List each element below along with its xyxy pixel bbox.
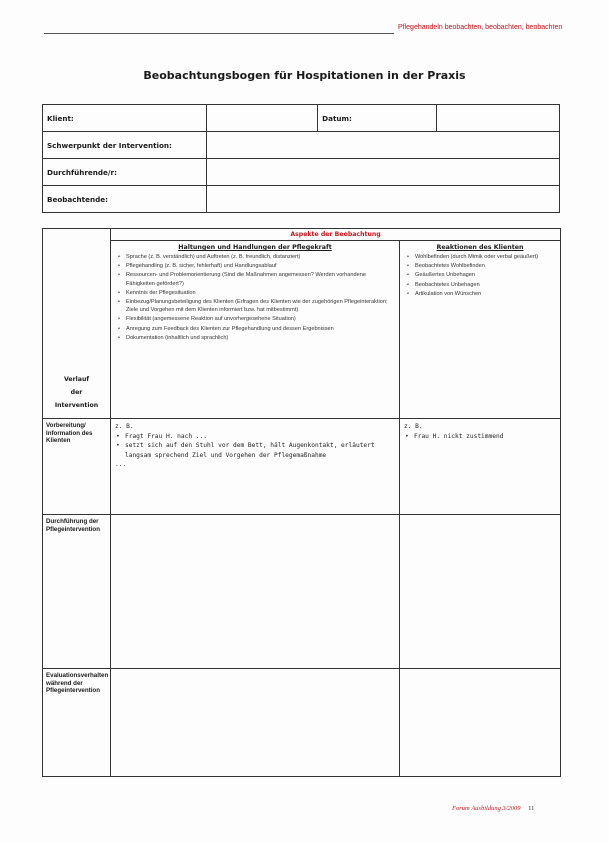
aspects-heading: Aspekte der Beobachtung [111,229,561,241]
list-item: • Wohlbefinden (durch Mimik oder verbal geäußert) [404,253,556,261]
footer-journal: Forum Ausbildung 3/2009 [452,805,521,812]
client-note: • Frau H. nickt zustimmend [404,432,556,442]
list-item: • Artikulation von Wünschen [404,290,556,298]
verlauf-word-3: Intervention [54,402,99,409]
client-notes-evaluation[interactable] [400,669,561,777]
list-item: • Sprache (z. B. verständlich) und Auftreten (z. B. freundlich, distanziert) [115,253,395,261]
date-field[interactable] [436,105,559,132]
nurse-notes-evaluation[interactable] [111,669,400,777]
nurse-note: • setzt sich auf den Stuhl vor dem Bett, hält Augenkontakt, erläutert langsam sprechend Ziel und Vorgehen der Pflegemaßnahme [115,441,395,460]
page-footer [452,805,534,812]
client-aspects-list [400,253,560,298]
nurse-aspects-list [111,253,399,342]
row-label-preparation: Vorbereitung/ Information des Klienten [43,419,111,515]
list-item: • Beobachtetes Unbehagen [404,281,556,289]
client-heading: Reaktionen des Klienten [436,244,524,251]
nurse-notes-prefix: z. B. [115,423,134,430]
row-label-evaluation: Evaluationsverhalten während der Pflegeintervention [43,669,111,777]
form-title: Beobachtungsbogen für Hospitationen in der Praxis [143,69,466,82]
list-item: • Ressourcen- und Problemorientierung (Sind die Maßnahmen angemessen? Werden vorhandene Fähigkeiten gefördert?) [115,271,395,287]
list-item: • Kenntnis der Pflegesituation [115,289,395,297]
nurse-aspects-cell [111,241,400,419]
performer-label: Durchführende/r: [43,159,207,186]
observation-table [42,228,561,777]
client-aspects-cell [400,241,561,419]
nurse-notes-tail: ... [115,461,127,469]
focus-label: Schwerpunkt der Intervention: [43,132,207,159]
list-item: • Flexibilität (angemessene Reaktion auf unvorhergesehene Situation) [115,315,395,323]
header-rule [44,33,394,34]
verlauf-label [43,229,111,419]
list-item: • Anregung zum Feedback des Klienten zur Pflegehandlung und dessen Ergebnissen [115,325,395,333]
nurse-notes-execution[interactable] [111,515,400,669]
list-item: • Einbezug/Planungsbeteiligung des Klienten (Erfragen des Klienten wie der zugehörigen Pflegeinteraktion; Ziele und Vorgehen mit dem Klienten informiert bzw. hat mitbestimmt) [115,298,395,314]
observer-label: Beobachtende: [43,186,207,213]
list-item: • Beobachtetes Wohlbefinden [404,262,556,270]
page-number: 11 [528,805,535,812]
nurse-heading: Haltungen und Handlungen der Pflegekraft [178,244,332,251]
verlauf-word-2: der [70,389,83,396]
date-label: Datum: [318,105,436,132]
client-notes-execution[interactable] [400,515,561,669]
header-section-tag: Pflegehandeln beobachten, beobachten, beobachten [398,24,563,31]
observer-field[interactable] [206,186,559,213]
verlauf-word-1: Verlauf [63,376,90,383]
nurse-notes-preparation[interactable] [111,419,400,515]
client-label: Klient: [43,105,207,132]
row-label-execution: Durchführung der Pflegeintervention [43,515,111,669]
client-notes-preparation[interactable] [400,419,561,515]
info-table [42,104,560,213]
list-item: • Geäußertes Unbehagen [404,271,556,279]
client-notes-prefix: z. B. [404,423,423,430]
client-field[interactable] [206,105,317,132]
list-item: • Dokumentation (inhaltlich und sprachlich) [115,334,395,342]
performer-field[interactable] [206,159,559,186]
nurse-note: • Fragt Frau H. nach ... [115,432,395,442]
focus-field[interactable] [206,132,559,159]
list-item: • Pflegehandling (z. B. sicher, fehlerhaft) und Handlungsablauf [115,262,395,270]
